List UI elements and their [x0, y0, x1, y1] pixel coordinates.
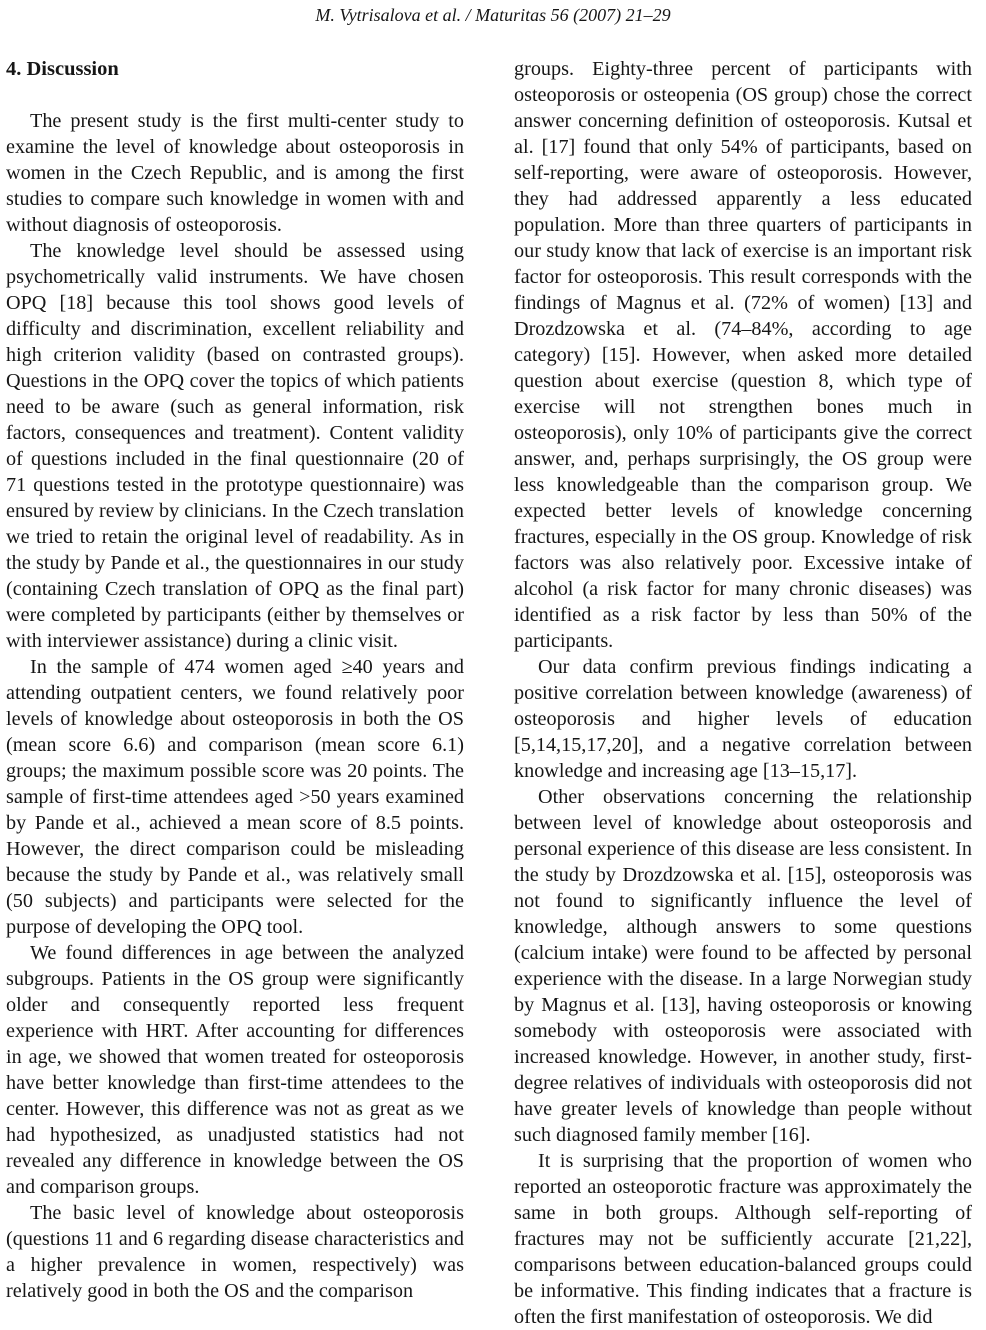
section-heading [6, 56, 464, 82]
paragraph-continued: groups. Eighty-three percent of participants with osteoporosis or osteopenia (OS group) chose the correct answer concerning definition of osteoporosis. Kutsal et al. [17] found that only 54% of participants, based on self-reporting, were aware of osteoporosis. However, they had addressed apparently a less educated population. More than three quarters of participants in our study know that lack of exercise is an important risk factor for osteoporosis. This result corresponds with the findings of Magnus et al. (72% of women) [13] and Drozdzowska et al. (74–84%, according to age category) [15]. However, when asked more detailed question about exercise (question 8, which type of exercise will not strengthen bones much in osteoporosis), only 10% of participants give the correct answer, and, perhaps surprisingly, the OS group were less knowledgeable than the comparison group. We expected better levels of knowledge concerning fractures, especially in the OS group. Knowledge of risk factors was also relatively poor. Excessive intake of alcohol (a risk factor for many chronic diseases) was identified as a risk factor by less than 50% of the participants. [514, 58, 972, 652]
paragraph: In the sample of 474 women aged ≥40 years and attending outpatient centers, we found relatively poor levels of knowledge about osteoporosis in both the OS (mean score 6.6) and comparison (mean score 6.1) groups; the maximum possible score was 20 points. The sample of first-time attendees aged >50 years examined by Pande et al., achieved a mean score of 8.5 points. However, the direct comparison could be misleading because the study by Pande et al., was relatively small (50 subjects) and participants were selected for the purpose of developing the OPQ tool. [6, 656, 464, 938]
paragraph: Our data confirm previous findings indicating a positive correlation between knowledge (awareness) of osteoporosis and higher levels of education [5,14,15,17,20], and a negative correlation between knowledge and increasing age [13–15,17]. [514, 656, 972, 782]
paragraph: The knowledge level should be assessed using psychometrically valid instruments. We have chosen OPQ [18] because this tool shows good levels of difficulty and discrimination, excellent reliability and high criterion validity (based on contrasted groups). Questions in the OPQ cover the topics of which patients need to be aware (such as general information, risk factors, consequences and treatment). Content validity of questions included in the final questionnaire (20 of 71 questions tested in the prototype questionnaire) was ensured by review by clinicians. In the Czech translation we tried to retain the original level of readability. As in the study by Pande et al., the questionnaires in our study (containing Czech translation of OPQ as the final part) were completed by participants (either by themselves or with interviewer assistance) during a clinic visit. [6, 240, 464, 652]
right-column [514, 56, 972, 1330]
paragraph: We found differences in age between the analyzed subgroups. Patients in the OS group were significantly older and consequently reported less frequent experience with HRT. After accounting for differences in age, we showed that women treated for osteoporosis have better knowledge than first-time attendees to the center. However, this difference was not as great as we had hypothesized, as unadjusted statistics had not revealed any difference in knowledge between the OS and comparison groups. [6, 942, 464, 1198]
paragraph: The basic level of knowledge about osteoporosis (questions 11 and 6 regarding disease characteristics and a higher prevalence in women, respectively) was relatively good in both the OS and the comparison [6, 1202, 464, 1302]
running-head: M. Vytrisalova et al. / Maturitas 56 (2007) 21–29 [315, 5, 671, 25]
section-number: 4. [6, 58, 22, 80]
paragraph: The present study is the first multi-center study to examine the level of knowledge about osteoporosis in women in the Czech Republic, and is among the first studies to compare such knowledge in women with and without diagnosis of osteoporosis. [6, 110, 464, 236]
left-column [6, 56, 464, 1304]
paragraph: It is surprising that the proportion of women who reported an osteoporotic fracture was approximately the same in both groups. Although self-reporting of fractures may not be sufficiently accurate [21,22], comparisons between education-balanced groups could be informative. This finding indicates that a fracture is often the first manifestation of osteoporosis. We did [514, 1150, 972, 1328]
paragraph: Other observations concerning the relationship between level of knowledge about osteoporosis and personal experience of this disease are less consistent. In the study by Drozdzowska et al. [15], osteoporosis was not found to significantly influence the level of knowledge, although answers to some questions (calcium intake) were found to be affected by personal experience with the disease. In a large Norwegian study by Magnus et al. [13], having osteoporosis or knowing somebody with osteoporosis were associated with increased knowledge. However, in another study, first-degree relatives of individuals with osteoporosis did not have greater levels of knowledge than people without such diagnosed family member [16]. [514, 786, 972, 1146]
section-title: Discussion [26, 58, 119, 80]
